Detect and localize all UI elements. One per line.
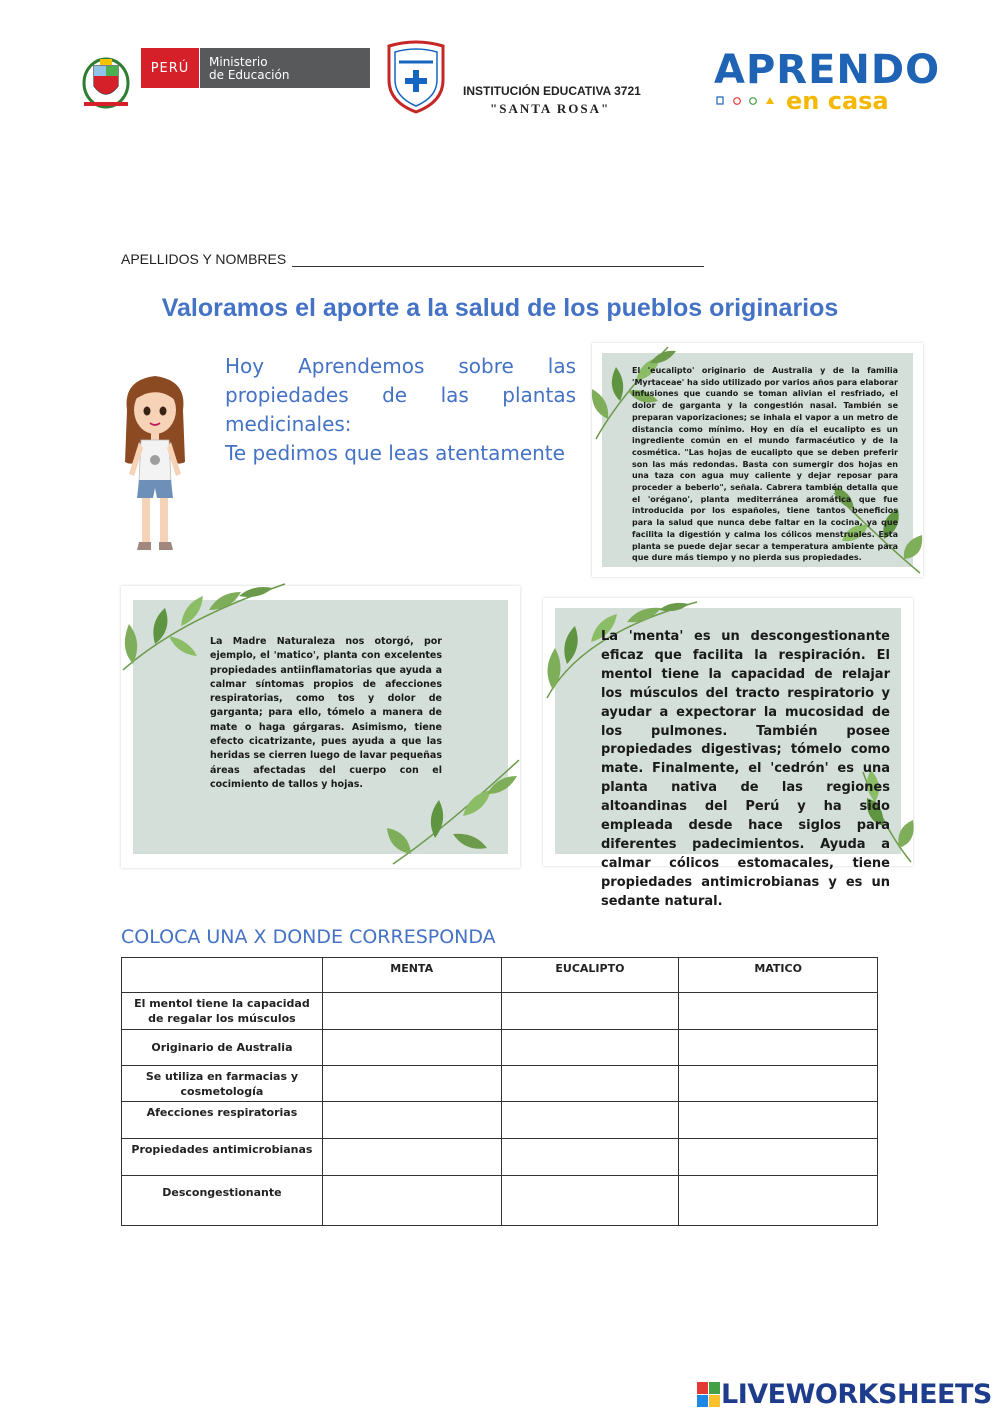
table-row <box>122 1066 878 1102</box>
school-crest-icon <box>385 40 447 114</box>
answer-cell-eucalipto[interactable] <box>501 1139 679 1176</box>
answer-cell-matico[interactable] <box>679 1066 878 1102</box>
row-label: Afecciones respiratorias <box>122 1102 323 1139</box>
row-label: Se utiliza en farmacias y cosmetología <box>122 1066 323 1102</box>
table-row <box>122 1102 878 1139</box>
answer-cell-eucalipto[interactable] <box>501 1176 679 1226</box>
intro-line-1: Hoy Aprendemos sobre las <box>225 354 576 378</box>
intro-line-2: propiedades de las plantas <box>225 383 576 407</box>
row-label: Originario de Australia <box>122 1030 323 1066</box>
answer-cell-matico[interactable] <box>679 993 878 1030</box>
page-title: Valoramos el aporte a la salud de los pueblos originarios <box>161 294 839 322</box>
eucalipto-text: El 'eucalipto' originario de Australia y de la familia 'Myrtaceae' ha sido utilizado por varios años para elaborar infusiones que cuando se toman alivian el resfriado, el dolor de garganta y la congestión nasal. También se preparan vaporizaciones; se inhala el vapor a un metro de distancia como mínimo. Hoy en día el eucalipto es un ingrediente común en el mundo farmacéutico y de la cosmética. "Las hojas de eucalipto que se deben preferir son las más redondas. Basta con sumergir dos hojas en una taza con agua muy caliente y dejar reposar para proceder a beberlo", señala. Cabrera también detalla que el 'orégano', planta mediterránea aromática que fue introducida por los españoles, tiene tantos beneficios para la salud que nunca debe faltar en la cocina, ya que facilita la digestión y calma los cólicos menstruales. Esta planta se puede dejar secar a temperatura ambiente para que dure más tiempo y no pierda sus propiedades. <box>632 366 898 563</box>
menta-card <box>543 598 913 909</box>
school-motto: "SANTA ROSA" <box>490 101 611 116</box>
ministry-label <box>200 48 370 88</box>
column-header-menta: MENTA <box>322 958 501 993</box>
intro-line-3: medicinales: <box>225 412 352 436</box>
school-name: INSTITUCIÓN EDUCATIVA 3721 <box>463 84 641 98</box>
eucalipto-card <box>592 343 923 577</box>
answer-cell-eucalipto[interactable] <box>501 1102 679 1139</box>
answer-cell-eucalipto[interactable] <box>501 993 679 1030</box>
aprendo-en-casa-logo-subtitle: en casa <box>786 87 889 115</box>
student-name-row <box>121 251 704 267</box>
student-name-blank[interactable] <box>292 252 704 267</box>
table-corner-cell <box>122 958 323 993</box>
ministry-line-2: de Educación <box>209 68 290 82</box>
answer-cell-matico[interactable] <box>679 1102 878 1139</box>
liveworksheets-brand: LIVEWORKSHEETS <box>721 1379 992 1410</box>
student-girl-illustration <box>115 370 195 560</box>
peru-coat-of-arms-icon <box>80 52 132 112</box>
table-row <box>122 993 878 1030</box>
student-name-label: APELLIDOS Y NOMBRES <box>121 251 287 267</box>
table-row <box>122 1030 878 1066</box>
column-header-matico: MATICO <box>679 958 878 993</box>
row-label: Propiedades antimicrobianas <box>122 1139 323 1176</box>
liveworksheets-logo <box>697 1379 992 1410</box>
exercise-instruction: COLOCA UNA X DONDE CORRESPONDA <box>121 926 496 948</box>
answer-cell-matico[interactable] <box>679 1176 878 1226</box>
intro-line-4: Te pedimos que leas atentamente <box>225 441 565 465</box>
answer-table <box>121 957 878 1226</box>
column-header-eucalipto: EUCALIPTO <box>501 958 679 993</box>
answer-cell-menta[interactable] <box>322 1030 501 1066</box>
answer-cell-eucalipto[interactable] <box>501 1030 679 1066</box>
answer-cell-matico[interactable] <box>679 1139 878 1176</box>
answer-cell-menta[interactable] <box>322 993 501 1030</box>
answer-cell-menta[interactable] <box>322 1176 501 1226</box>
answer-cell-matico[interactable] <box>679 1030 878 1066</box>
intro-text <box>225 352 576 468</box>
table-row <box>122 1176 878 1226</box>
row-label: Descongestionante <box>122 1176 323 1226</box>
table-row <box>122 1139 878 1176</box>
answer-cell-menta[interactable] <box>322 1102 501 1139</box>
aprendo-icons-row <box>716 95 778 107</box>
table-header-row <box>122 958 878 993</box>
answer-cell-menta[interactable] <box>322 1139 501 1176</box>
answer-cell-eucalipto[interactable] <box>501 1066 679 1102</box>
liveworksheets-icon <box>697 1382 721 1408</box>
menta-text: La 'menta' es un descongestionante eficaz que facilita la respiración. El mentol tiene la capacidad de relajar los músculos del tracto respiratorio y ayudar a expectorar la mucosidad de los pulmones. También posee propiedades digestivas; tómelo como mate. Finalmente, el 'cedrón' es una planta nativa de las regiones altoandinas del Perú y ha sido empleada desde hace siglos para diferentes padecimientos. Ayuda a calmar cólicos estomacales, tiene propiedades antimicrobianas y es un sedante natural. <box>601 629 890 909</box>
peru-label: PERÚ <box>141 48 199 88</box>
row-label: El mentol tiene la capacidad de regalar los músculos <box>122 993 323 1030</box>
aprendo-en-casa-logo-title: APRENDO <box>714 47 941 93</box>
matico-card <box>121 586 520 868</box>
ministry-line-1: Ministerio <box>209 55 268 69</box>
answer-cell-menta[interactable] <box>322 1066 501 1102</box>
matico-text: La Madre Naturaleza nos otorgó, por ejemplo, el 'matico', planta con excelentes propiedades antiinflamatorias que ayuda a calmar síntomas propios de afecciones respiratorias, como tos y dolor de garganta; para ello, tómelo a manera de mate o haga gárgaras. Asimismo, tiene efecto cicatrizante, pues ayuda a que las heridas se cierren luego de lavar pequeñas áreas afectadas del cuerpo con el cocimiento de tallos y hojas. <box>210 636 442 790</box>
